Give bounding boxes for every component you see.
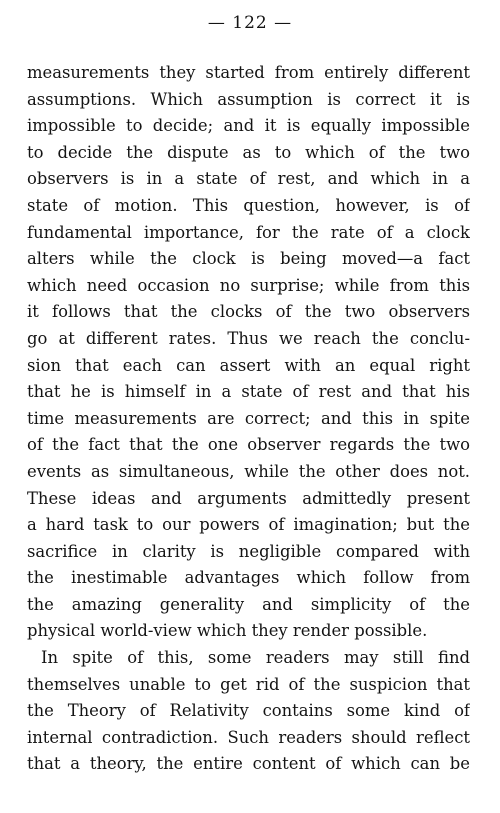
text-line: internal contradiction. Such readers should reflect	[27, 727, 470, 747]
body-text	[27, 60, 470, 778]
text-line: fundamental importance, for the rate of a clock	[27, 222, 470, 242]
text-line: themselves unable to get rid of the suspicion that	[27, 674, 470, 694]
text-line: time measurements are correct; and this in spite	[27, 408, 470, 428]
text-line: that he is himself in a state of rest and that his	[27, 382, 470, 402]
text-line: impossible to decide; and it is equally impossible	[27, 116, 470, 136]
text-line: the Theory of Relativity contains some kind of	[27, 701, 470, 721]
text-line: assumptions. Which assumption is correct it is	[27, 89, 470, 109]
text-line: a hard task to our powers of imagination; but the	[27, 515, 470, 535]
text-line: state of motion. This question, however, is of	[27, 195, 470, 215]
text-line: sacrifice in clarity is negligible compared with	[27, 541, 470, 561]
text-line: it follows that the clocks of the two observers	[27, 302, 470, 322]
page-number: — 122 —	[207, 13, 293, 33]
text-line: the amazing generality and simplicity of the	[27, 594, 470, 614]
text-line: the inestimable advantages which follow from	[27, 568, 470, 588]
text-line: sion that each can assert with an equal right	[27, 355, 470, 375]
text-line: that a theory, the entire content of which can be	[27, 754, 470, 774]
text-line: of the fact that the one observer regards the two	[27, 435, 470, 455]
text-line: to decide the dispute as to which of the two	[27, 142, 470, 162]
text-line: go at different rates. Thus we reach the conclu-	[27, 328, 470, 348]
text-line: In spite of this, some readers may still find	[41, 648, 470, 668]
text-line: These ideas and arguments admittedly present	[27, 488, 470, 508]
text-line: measurements they started from entirely different	[27, 63, 470, 82]
text-line: events as simultaneous, while the other does not.	[27, 461, 470, 481]
text-line: observers is in a state of rest, and which in a	[27, 169, 470, 189]
text-line: which need occasion no surprise; while from this	[27, 275, 470, 295]
text-line: physical world-view which they render possible.	[27, 621, 428, 641]
text-line: alters while the clock is being moved—a fact	[27, 249, 470, 269]
